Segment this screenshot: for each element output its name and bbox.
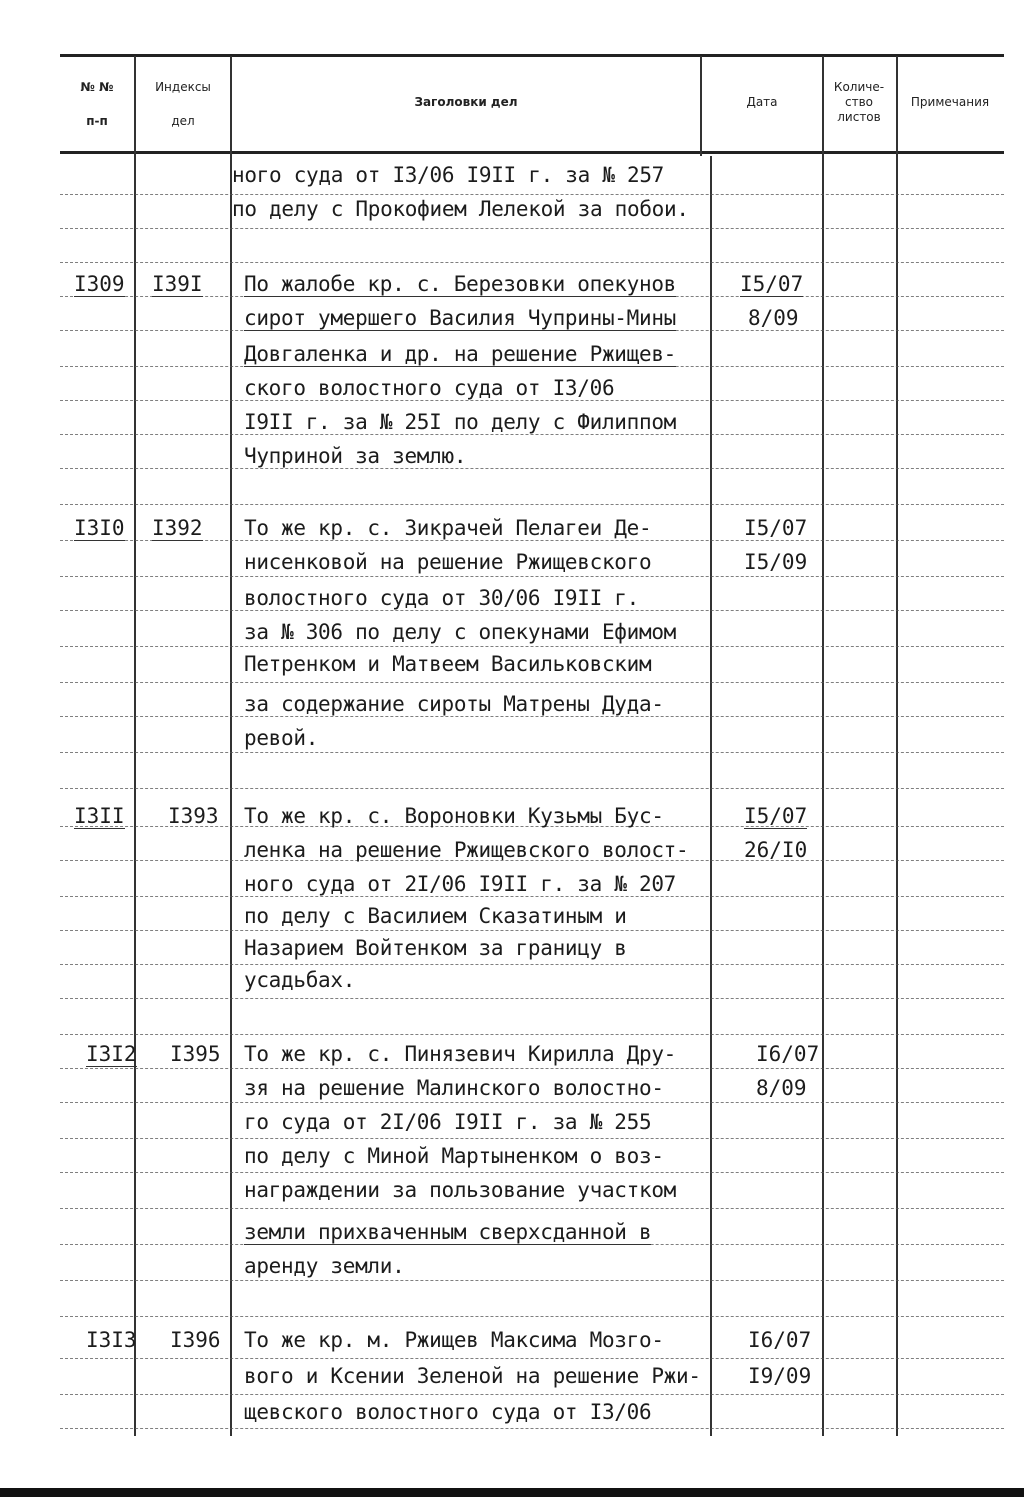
- ruled-line: [60, 964, 1004, 966]
- ruled-line: [60, 1358, 1004, 1360]
- entry-title-line: То же кр. с. Пинязевич Кирилла Дру-: [244, 1042, 677, 1066]
- entry-title-line: ленка на решение Ржищевского волост-: [244, 838, 689, 862]
- ruled-line: [60, 434, 1004, 436]
- header-top-border: [60, 54, 1004, 57]
- ruled-line: [60, 504, 1004, 506]
- entry-title-line: Назарием Войтенком за границу в: [244, 936, 627, 960]
- header-index-line2: дел: [171, 114, 195, 128]
- entry-title-line: По жалобе кр. с. Березовки опекунов: [244, 272, 677, 296]
- entry-title-line: награждении за пользование участком: [244, 1178, 677, 1202]
- entry-number: I3II: [74, 804, 125, 828]
- entry-title-line: по делу с Миной Мартыненком о воз-: [244, 1144, 664, 1168]
- entry-title-line: щевского волостного суда от I3/06: [244, 1400, 652, 1424]
- header-count-line3: листов: [837, 110, 881, 124]
- entry-date-start: I6/07: [756, 1042, 820, 1066]
- entry-title-line: по делу с Василием Сказатиным и: [244, 904, 627, 928]
- entry-title-line: нисенковой на решение Ржищевского: [244, 550, 652, 574]
- header-titles: Заголовки дел: [414, 95, 518, 109]
- ruled-line: [60, 576, 1004, 578]
- entry-title-line: Чуприной за землю.: [244, 444, 467, 468]
- entry-index: I392: [152, 516, 203, 540]
- ruled-line: [60, 610, 1004, 612]
- entry-date-end: 8/09: [748, 306, 799, 330]
- ruled-line: [60, 262, 1004, 264]
- entry-date-end: I5/09: [744, 550, 808, 574]
- entry-title-line: зя на решение Малинского волостно-: [244, 1076, 664, 1100]
- entry-title-line: за содержание сироты Матрены Дуда-: [244, 692, 664, 716]
- ruled-line: [60, 788, 1004, 790]
- header-date: Дата: [746, 95, 778, 109]
- ruled-line: [60, 228, 1004, 230]
- entry-number: I3I0: [74, 516, 125, 540]
- entry-index: I393: [168, 804, 219, 828]
- entry-title-line: ского волостного суда от I3/06: [244, 376, 615, 400]
- entry-title-line: То же кр. с. Зикрачей Пелагеи Де-: [244, 516, 652, 540]
- header-count-line1: Количе-: [833, 80, 885, 94]
- entry-date-start: I5/07: [744, 804, 808, 828]
- entry-date-start: I5/07: [740, 272, 804, 296]
- entry-title-line: сирот умершего Василия Чуприны-Мины: [244, 306, 677, 330]
- entry-date-end: 26/I0: [744, 838, 808, 862]
- entry-title-line: ного суда от 2I/06 I9II г. за № 207: [244, 872, 677, 896]
- entry-date-end: 8/09: [756, 1076, 807, 1100]
- entry-number: I3I3: [86, 1328, 137, 1352]
- entry-index: I39I: [152, 272, 203, 296]
- header-num-line1: № №: [80, 80, 114, 94]
- header-index-line1: Индексы: [155, 80, 211, 94]
- entry-title-line: ревой.: [244, 726, 319, 750]
- entry-title-line: вого и Ксении Зеленой на решение Ржи-: [244, 1364, 701, 1388]
- ruled-line: [60, 646, 1004, 648]
- entry-title-line: Петренком и Матвеем Васильковским: [244, 652, 652, 676]
- ruled-line: [60, 194, 1004, 196]
- ruled-line: [60, 1068, 1004, 1070]
- ruled-line: [60, 468, 1004, 470]
- entry-title-line: То же кр. м. Ржищев Максима Мозго-: [244, 1328, 664, 1352]
- header-bottom-border: [60, 151, 1004, 154]
- ruled-line: [60, 1428, 1004, 1430]
- entry-title-line: за № 306 по делу с опекунами Ефимом: [244, 620, 677, 644]
- entry-number: I309: [74, 272, 125, 296]
- ruled-line: [60, 1208, 1004, 1210]
- ruled-line: [60, 716, 1004, 718]
- entry-date-start: I5/07: [744, 516, 808, 540]
- entry-title-line: волостного суда от 30/06 I9II г.: [244, 586, 639, 610]
- continuation-line: по делу с Прокофием Лелекой за побои.: [232, 197, 689, 221]
- continuation-line: ного суда от I3/06 I9II г. за № 257: [232, 163, 665, 187]
- entry-title-line: го суда от 2I/06 I9II г. за № 255: [244, 1110, 652, 1134]
- ruled-line: [60, 752, 1004, 754]
- entry-title-line: земли прихваченным сверхсданной в: [244, 1220, 652, 1244]
- header-count-line2: ство: [844, 95, 873, 109]
- ruled-line: [60, 1034, 1004, 1036]
- entry-index: I396: [170, 1328, 221, 1352]
- ruled-line: [60, 1102, 1004, 1104]
- entry-index: I395: [170, 1042, 221, 1066]
- header-notes: Примечания: [910, 95, 990, 109]
- ruled-line: [60, 998, 1004, 1000]
- entry-title-line: Довгаленка и др. на решение Ржищев-: [244, 342, 677, 366]
- ruled-line: [60, 400, 1004, 402]
- ruled-line: [60, 896, 1004, 898]
- ruled-line: [60, 930, 1004, 932]
- entry-title-line: То же кр. с. Вороновки Кузьмы Бус-: [244, 804, 664, 828]
- ruled-line: [60, 1394, 1004, 1396]
- entry-date-end: I9/09: [748, 1364, 812, 1388]
- entry-title-line: I9II г. за № 25I по делу с Филиппом: [244, 410, 677, 434]
- entry-title-line: усадьбах.: [244, 968, 356, 992]
- entry-date-start: I6/07: [748, 1328, 812, 1352]
- ruled-line: [60, 1316, 1004, 1318]
- ruled-line: [60, 1172, 1004, 1174]
- entry-number: I3I2: [86, 1042, 137, 1066]
- entry-title-line: аренду земли.: [244, 1254, 405, 1278]
- ruled-line: [60, 682, 1004, 684]
- header-num-line2: п-п: [86, 114, 108, 128]
- scan-bottom-edge: [0, 1488, 1024, 1497]
- ruled-line: [60, 1280, 1004, 1282]
- ruled-line: [60, 1138, 1004, 1140]
